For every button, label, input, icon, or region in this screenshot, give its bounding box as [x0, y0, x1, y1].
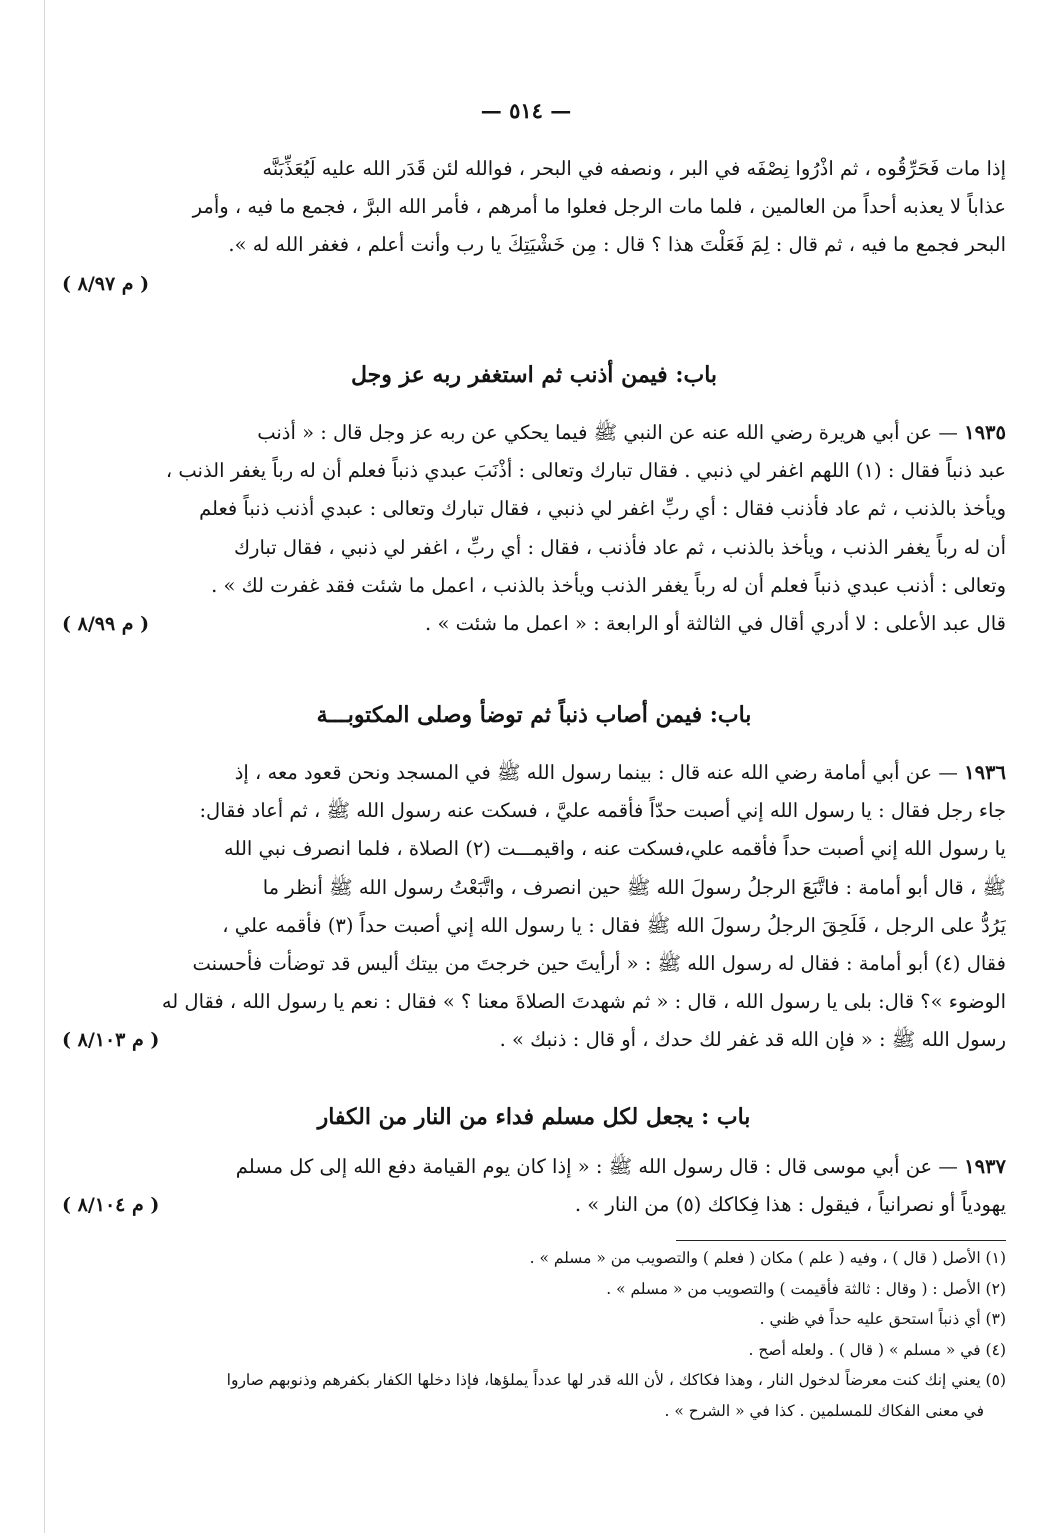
- hadith-number: ١٩٣٧: [964, 1155, 1006, 1178]
- footnotes: [62, 1243, 1006, 1426]
- text-line: أن له رباً يغفر الذنب ، ويأخذ بالذنب ، ثم عاد فأذنب ، فقال : أي ربِّ ، اغفر لي ذنبي ، فقال تبارك: [233, 535, 1006, 559]
- text-line: ﷺ ، قال أبو أمامة : فاتَّبَعَ الرجلُ رسولَ الله ﷺ حين انصرف ، واتَّبَعْتُ رسول الله ﷺ أنظر ما: [262, 875, 1006, 899]
- text-line: [62, 1148, 1006, 1186]
- text-line: وتعالى : أذنب عبدي ذنباً فعلم أن له رباً يغفر الذنب ويأخذ بالذنب ، اعمل ما شئت فقد غفرت لك » .: [211, 573, 1006, 597]
- source-reference: ( م ٨/٩٧ ): [62, 272, 150, 295]
- chapter-heading: باب : يجعل لكل مسلم فداء من النار من الكفار: [317, 1104, 751, 1130]
- hadith-number: ١٩٣٦: [964, 761, 1006, 784]
- text-line: ويأخذ بالذنب ، ثم عاد فأذنب فقال : أي ربِّ اغفر لي ذنبي ، فقال تبارك وتعالى : عبدي أذنب ذنباً فعلم: [199, 497, 1006, 521]
- hadith-text: — عن أبي موسى قال : قال رسول الله ﷺ : « إذا كان يوم القيامة دفع الله إلى كل مسلم: [235, 1155, 958, 1178]
- ref-line: [62, 1186, 1006, 1224]
- hadith-number: ١٩٣٥: [964, 421, 1006, 444]
- footnote: (١) الأصل ( قال ) ، وفيه ( علم ) مكان ( فعلم ) والتصويب من « مسلم » .: [529, 1249, 1006, 1267]
- text-line: الوضوء »؟ قال: بلى يا رسول الله ، قال : « ثم شهدتَ الصلاةَ معنا ؟ » فقال : نعم يا رسول الله ، فقال له: [161, 990, 1006, 1014]
- text-line: يا رسول الله إني أصبت حداً فأقمه علي،فسكت عنه ، واقيمـــت (٢) الصلاة ، فلما انصرف نبي الله: [224, 837, 1006, 861]
- text-line: [62, 754, 1006, 792]
- text-line: عذاباً لا يعذبه أحداً من العالمين ، فلما مات الرجل فعلوا ما أمرهم ، فأمر الله البرَّ ، فجمع ما فيه ، وأمر: [192, 195, 1006, 219]
- footnote-divider: [676, 1240, 1006, 1241]
- ref-line: [62, 1021, 1006, 1059]
- text-line: إذا مات فَحَرِّقُوه ، ثم اذْرُوا نِصْفَه في البر ، ونصفه في البحر ، فوالله لئن قَدَر الله عليه لَيُعَذِّبَنَّه: [262, 157, 1006, 180]
- chapter-heading: باب: فيمن أذنب ثم استغفر ربه عز وجل: [350, 362, 718, 388]
- text-line: يَرُدُّ على الرجل ، فَلَحِقَ الرجلُ رسولَ الله ﷺ فقال : يا رسول الله إني أصبت حداً (٣) فأقمه علي ،: [222, 913, 1006, 937]
- text-line: [62, 414, 1006, 452]
- hadith-1937: [62, 1148, 1006, 1224]
- source-reference: ( م ٨/١٠٣ ): [62, 1029, 160, 1052]
- footnote: (٢) الأصل : ( وقال : ثالثة فأقيمت ) والتصويب من « مسلم » .: [606, 1279, 1006, 1298]
- scan-edge-line: [44, 0, 45, 1533]
- page-number: — ٥١٤ —: [480, 98, 572, 123]
- hadith-text: — عن أبي أمامة رضي الله عنه قال : بينما رسول الله ﷺ في المسجد ونحن قعود معه ، إذ: [234, 761, 958, 784]
- hadith-1936: [62, 754, 1006, 1060]
- text-line: رسول الله ﷺ : « فإن الله قد غفر لك حدك ، أو قال : ذنبك » .: [499, 1028, 1006, 1052]
- ref-line: [62, 605, 1006, 643]
- ref-line: [62, 265, 1006, 303]
- text-line: يهودياً أو نصرانياً ، فيقول : هذا فِكاكك (٥) من النار » .: [574, 1193, 1006, 1217]
- text-line: جاء رجل فقال : يا رسول الله إني أصبت حدّاً فأقمه عليَّ ، فسكت عنه رسول الله ﷺ ، ثم أعاد فقال:: [199, 799, 1006, 823]
- footnote-continuation: في معنى الفكاك للمسلمين . كذا في « الشرح » .: [664, 1401, 984, 1420]
- text-line: البحر فجمع ما فيه ، ثم قال : لِمَ فَعَلْتَ هذا ؟ قال : مِن خَشْيَتِكَ يا رب وأنت أعلم ، فغفر الله له ».: [228, 233, 1006, 257]
- source-reference: ( م ٨/٩٩ ): [62, 613, 150, 636]
- text-line: فقال (٤) أبو أمامة : فقال له رسول الله ﷺ : « أرأيتَ حين خرجتَ من بيتك أليس قد توضأت فأحسنت: [192, 952, 1006, 976]
- chapter-heading: باب: فيمن أصاب ذنباً ثم توضأ وصلى المكتوبـــة: [316, 702, 752, 728]
- source-reference: ( م ٨/١٠٤ ): [62, 1194, 160, 1217]
- hadith-text: — عن أبي هريرة رضي الله عنه عن النبي ﷺ فيما يحكي عن ربه عز وجل قال : « أذنب: [257, 421, 958, 444]
- footnote: (٥) يعني إنك كنت معرضاً لدخول النار ، وهذا فكاكك ، لأن الله قدر لها عدداً يملؤها، فإذا دخلها الكفار بكفرهم وذنوبهم صاروا: [226, 1371, 1006, 1389]
- hadith-1935: [62, 414, 1006, 643]
- text-line: قال عبد الأعلى : لا أدري أقال في الثالثة أو الرابعة : « اعمل ما شئت » .: [425, 612, 1006, 636]
- footnote: (٣) أي ذنباً استحق عليه حداً في ظني .: [759, 1310, 1006, 1328]
- text-line: عبد ذنباً فقال : (١) اللهم اغفر لي ذنبي . فقال تبارك وتعالى : أذْنَبَ عبدي ذنباً فعلم أن له رباً يغفر الذنب ،: [165, 459, 1006, 483]
- intro-text: [62, 150, 1006, 303]
- footnote: (٤) في « مسلم » ( قال ) . ولعله أصح .: [748, 1340, 1006, 1359]
